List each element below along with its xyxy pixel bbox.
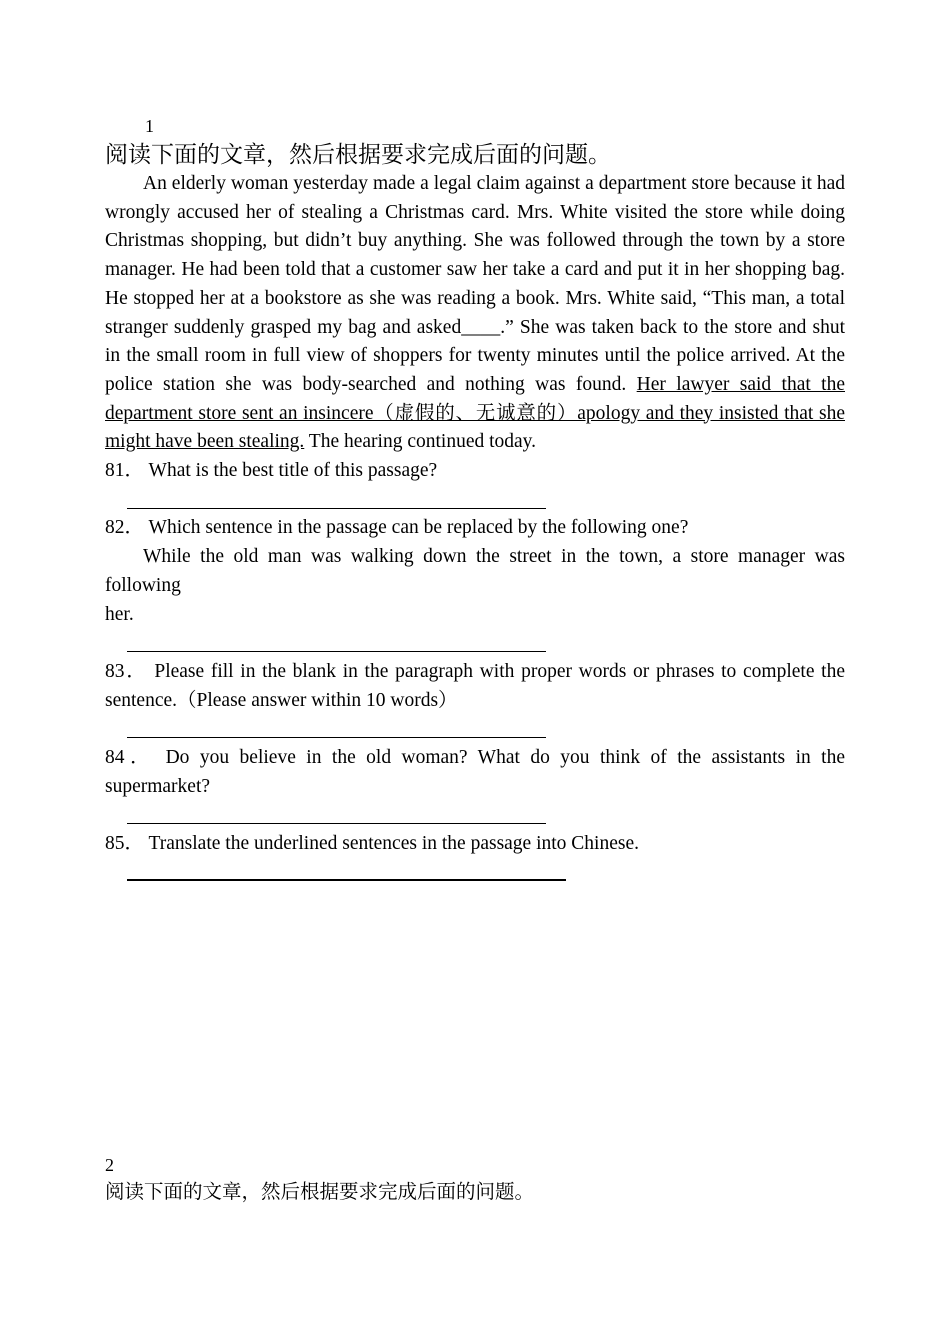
passage-text-mid: .” She was taken back to the store and shut in the small room in full view of shoppers for twenty minutes until the police arrived. At the police station she was body-searched and nothing was found. xyxy=(105,316,846,395)
section-number: 1 xyxy=(145,116,154,136)
question-number: 81． xyxy=(105,460,145,482)
question-81 xyxy=(105,457,845,486)
answer-line-83 xyxy=(105,715,845,744)
question-number: 82． xyxy=(105,517,145,539)
answer-line-81 xyxy=(105,486,845,515)
question-number: 85． xyxy=(105,833,145,855)
section-instruction: 阅读下面的文章，然后根据要求完成后面的问题。 xyxy=(105,142,611,167)
page-content xyxy=(105,112,845,1207)
question-text: Please fill in the blank in the paragraph with proper words or phrases to complete the sentence.（Please answer within 10 words） xyxy=(105,660,845,711)
passage-text-start: An elderly woman yesterday made a legal claim against a department store because it had wrongly accused her of stealing a Christmas card. Mrs. White visited the store while doing Christmas shopping, but didn’t buy anything. She was followed through the town by a store manager. He had been told that a customer saw her take a card and put it in her shopping bag. He stopped her at a bookstore as she was reading a book. Mrs. White said, “This man, a total stranger suddenly grasped my bag and asked xyxy=(105,173,845,338)
blank-space xyxy=(105,888,845,1151)
passage-blank: ____ xyxy=(461,316,501,338)
question-83 xyxy=(105,658,845,715)
section-2-number: 2 xyxy=(105,1154,114,1175)
question-number: 83． xyxy=(105,660,148,682)
section-2-instruction: 阅读下面的文章，然后根据要求完成后面的问题。 xyxy=(105,1181,535,1203)
passage-text-end: The hearing continued today. xyxy=(304,431,537,453)
question-82-quote-end: her. xyxy=(105,603,134,625)
answer-line-85 xyxy=(105,859,845,888)
question-text: Translate the underlined sentences in the passage into Chinese. xyxy=(148,833,639,855)
answer-line-82 xyxy=(105,629,845,658)
question-82-quote: While the old man was walking down the street in the town, a store manager was following xyxy=(105,546,845,596)
question-text: What is the best title of this passage? xyxy=(148,460,438,482)
question-84 xyxy=(105,744,845,801)
question-text: Do you believe in the old woman? What do you think of the assistants in the supermarket? xyxy=(105,747,845,797)
question-text: Which sentence in the passage can be replaced by the following one? xyxy=(148,517,689,539)
question-82 xyxy=(105,514,845,543)
question-number: 84． xyxy=(105,747,156,769)
reading-passage xyxy=(105,170,845,457)
answer-line-84 xyxy=(105,801,845,830)
question-85 xyxy=(105,830,845,859)
underlined-sentence: Her lawyer said that the department store sent an insincere（虚假的、无诚意的）apology and they insisted that she might have been stealing. xyxy=(105,373,845,453)
